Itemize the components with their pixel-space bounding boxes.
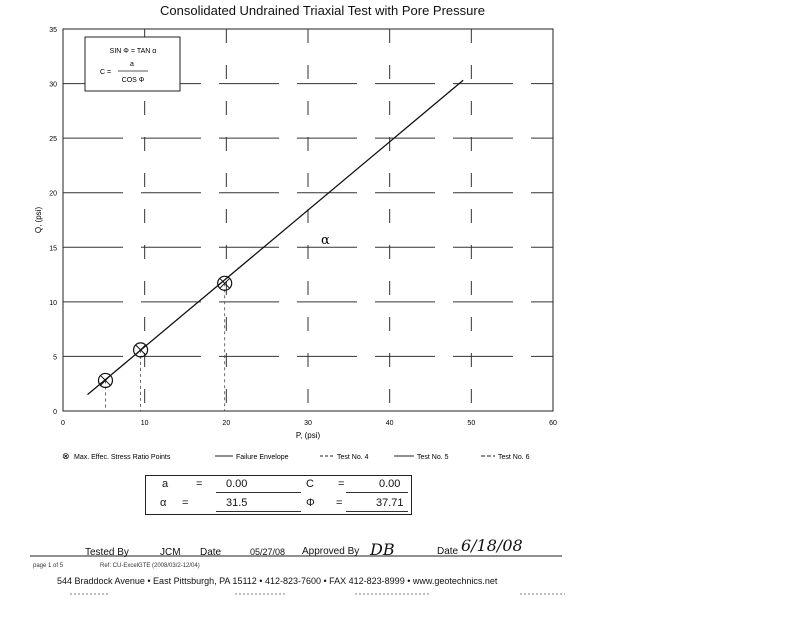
- legend-item-envelope: Failure Envelope: [236, 454, 289, 461]
- phi-label: Φ: [306, 497, 315, 509]
- page-label: page 1 of 5: [33, 563, 64, 569]
- a-eq: =: [196, 478, 203, 490]
- chart-title: Consolidated Undrained Triaxial Test with Pore Pressure: [160, 3, 485, 18]
- y-tick-label: 35: [49, 27, 57, 34]
- results-row-2: [146, 495, 411, 513]
- x-tick-label: 40: [385, 420, 394, 427]
- tested-by-label: Tested By: [85, 547, 129, 558]
- formula-numerator: a: [130, 61, 134, 68]
- a-label: a: [162, 478, 169, 490]
- results-row-1: [146, 476, 411, 494]
- legend-item-test6: Test No. 6: [498, 454, 530, 461]
- reference-note: Ref: CU-ExcelGTE (2008/03/2-12/04): [100, 563, 200, 569]
- phi-eq: =: [336, 497, 343, 509]
- legend-marker-points: ⊗: [62, 451, 70, 461]
- y-tick-label: 0: [53, 409, 57, 416]
- legend-item-test5: Test No. 5: [417, 454, 449, 461]
- approved-by-label: Approved By: [302, 546, 360, 557]
- formula-denominator: COS Φ: [121, 77, 145, 84]
- alpha-angle-label: α: [321, 233, 330, 248]
- x-tick-label: 30: [304, 420, 312, 427]
- x-tick-label: 0: [61, 420, 65, 427]
- approved-by-signature: DB: [370, 540, 395, 559]
- alpha-value: 31.5: [226, 497, 248, 509]
- y-axis-label: Q, (psi): [34, 206, 43, 234]
- c-value: 0.00: [379, 478, 401, 490]
- y-tick-label: 25: [49, 136, 57, 144]
- series-layer: [88, 80, 464, 411]
- a-value: 0.00: [226, 478, 248, 490]
- date-value: 05/27/08: [250, 547, 286, 557]
- y-tick-label: 5: [53, 354, 57, 362]
- y-tick-label: 20: [49, 190, 57, 198]
- results-table: [145, 475, 412, 515]
- phi-value: 37.71: [376, 497, 404, 509]
- alpha-label: α: [160, 497, 167, 509]
- x-tick-label: 50: [467, 420, 476, 427]
- formula-c-label: C =: [100, 69, 112, 76]
- date2-signature: 6/18/08: [461, 536, 523, 555]
- formula-line1: SIN Φ = TAN α: [109, 48, 157, 55]
- y-tick-label: 30: [49, 81, 57, 89]
- c-label: C: [306, 478, 314, 490]
- date2-label: Date: [437, 546, 459, 557]
- x-axis-label: P, (psi): [295, 431, 321, 440]
- c-eq: =: [338, 478, 345, 490]
- x-tick-label: 60: [549, 420, 557, 427]
- failure-envelope-line: [88, 80, 464, 394]
- x-tick-label: 10: [140, 420, 149, 427]
- legend-item-test4: Test No. 4: [337, 454, 369, 461]
- legend-item-points: Max. Effec. Stress Ratio Points: [74, 454, 171, 461]
- formula-box: [85, 37, 180, 91]
- tested-by-value: JCM: [160, 547, 181, 558]
- alpha-eq: =: [182, 497, 189, 509]
- legend: [62, 451, 530, 461]
- x-tick-label: 20: [222, 420, 231, 427]
- y-tick-label: 15: [49, 245, 57, 253]
- date-label: Date: [200, 547, 222, 558]
- footer-address: 544 Braddock Avenue • East Pittsburgh, PA 15112 • 412-823-7600 • FAX 412-823-8999 • www.geotechnics.net: [57, 576, 498, 586]
- y-tick-label: 10: [49, 299, 57, 307]
